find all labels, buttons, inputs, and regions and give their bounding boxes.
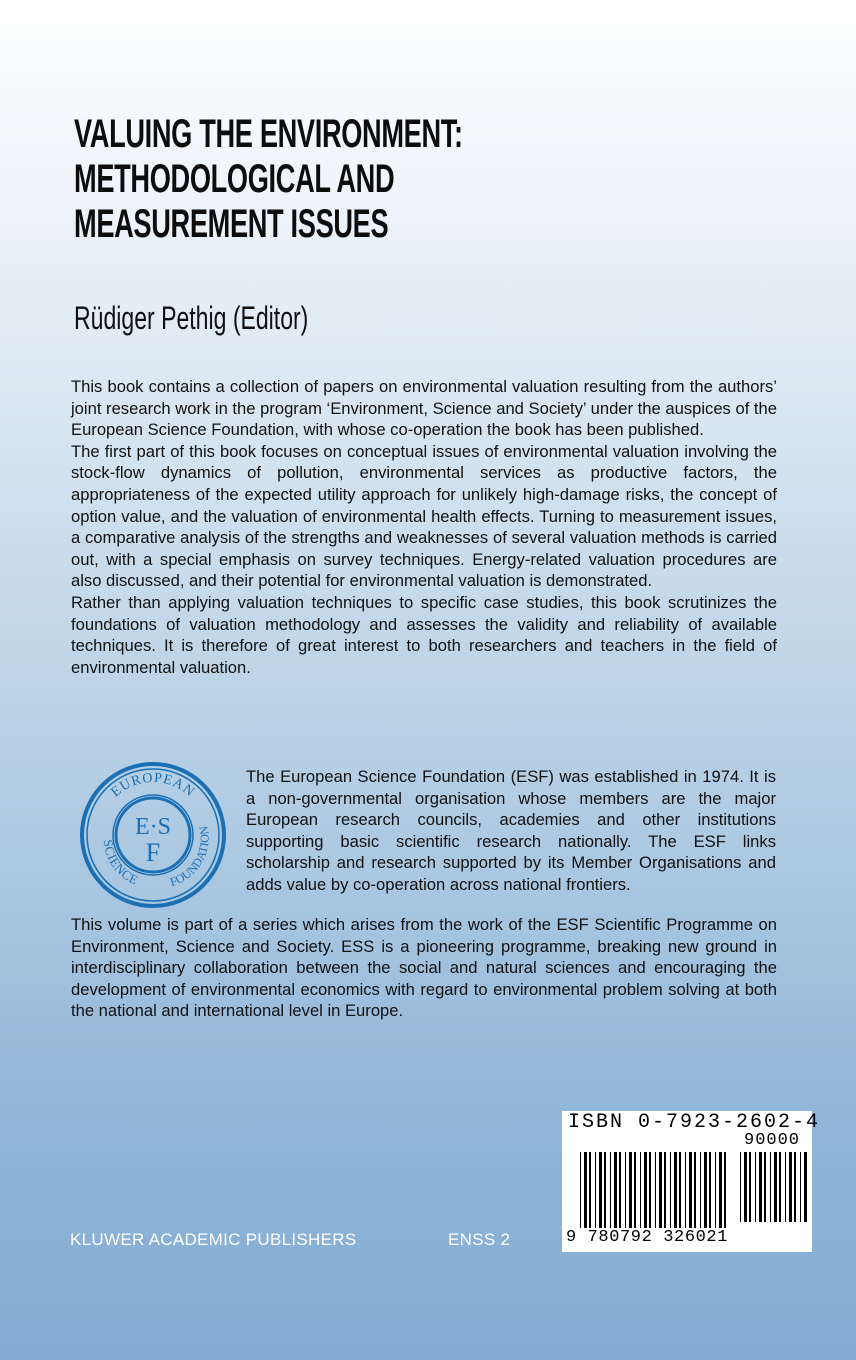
barcode-bar (749, 1152, 751, 1222)
description-paragraph-3: Rather than applying valuation techniques to specific case studies, this book scrutinizes the foundations of valuation methodology and assesses the validity and reliability of available techniques. It is therefore of great interest to both researchers and teachers in the field of environmental valuation. (71, 592, 777, 677)
barcode-bar (774, 1152, 777, 1222)
barcode-bar (794, 1152, 796, 1222)
barcode-bar (619, 1152, 621, 1230)
barcode-bar (655, 1152, 656, 1240)
barcode-bar (670, 1152, 671, 1230)
barcode-bar (755, 1152, 756, 1222)
barcode-bar (664, 1152, 666, 1230)
barcode-bar (584, 1152, 587, 1230)
barcode-bar (724, 1152, 726, 1240)
editor-name: Rüdiger Pethig (Editor) (74, 300, 309, 336)
description-block (71, 376, 777, 678)
barcode-bar (719, 1152, 722, 1230)
barcode-bar (694, 1152, 696, 1230)
barcode-bar (659, 1152, 662, 1230)
barcode-bar (785, 1152, 786, 1222)
series-code: ENSS 2 (448, 1230, 511, 1249)
description-paragraph-2: The first part of this book focuses on conceptual issues of environmental valuation involving the stock-flow dynamics of pollution, environmental services as productive factors, the appropriateness of the expected utility approach for unlikely high-damage risks, the concept of option value, and the valuation of environmental health effects. Turning to measurement issues, a comparative analysis of the strengths and weaknesses of several valuation methods is carried out, with a special emphasis on survey techniques. Energy-related valuation procedures are also discussed, and their potential for environmental valuation is demonstrated. (71, 441, 777, 591)
barcode-bar (779, 1152, 781, 1222)
barcode-bar (764, 1152, 766, 1222)
title-line-1: VALUING THE ENVIRONMENT: (74, 112, 463, 156)
barcode-bar (625, 1152, 626, 1230)
book-title (74, 112, 463, 247)
barcode-bar (599, 1152, 602, 1230)
barcode-bar (629, 1152, 632, 1230)
barcode-number: 9 780792 326021 (566, 1228, 729, 1247)
title-line-2: METHODOLOGICAL AND (74, 157, 395, 201)
barcode-bar (689, 1152, 692, 1230)
price-code: 90000 (744, 1131, 801, 1150)
barcode-bar (580, 1152, 581, 1240)
logo-ring-left: SCIENCE (100, 838, 141, 888)
logo-center-bottom: F (145, 838, 161, 867)
isbn-text: ISBN 0-7923-2602-4 (568, 1111, 821, 1134)
barcode-bar (674, 1152, 677, 1230)
esf-logo (78, 760, 228, 910)
barcode-bar (644, 1152, 647, 1230)
description-paragraph-1: This book contains a collection of papers on environmental valuation resulting from the authors’ joint research work in the program ‘Environment, Science and Society’ under the auspices of the European Science Foundation, with whose co-operation the book has been published. (71, 377, 777, 440)
barcode-bar (604, 1152, 606, 1230)
barcode-main (580, 1152, 730, 1240)
barcode-bar (709, 1152, 711, 1230)
barcode-bar (800, 1152, 801, 1222)
barcode-bar (804, 1152, 807, 1222)
series-description: This volume is part of a series which arises from the work of the ESF Scientific Programme on Environment, Science and Society. ESS is a pioneering programme, breaking new ground in interdisciplinary collaboration between the social and natural sciences and encouraging the development of environmental economics with regard to environmental problem solving at both the national and international level in Europe. (71, 915, 777, 1021)
barcode-bar (715, 1152, 716, 1230)
barcode-addon (740, 1152, 808, 1222)
barcode-bar (700, 1152, 701, 1230)
barcode-bar (770, 1152, 771, 1222)
barcode-bar (595, 1152, 596, 1230)
svg-text:EUROPEAN (109, 771, 198, 801)
svg-text:SCIENCE (101, 839, 141, 888)
logo-ring-top: EUROPEAN (108, 770, 198, 801)
barcode-bar (789, 1152, 792, 1222)
barcode-bar (614, 1152, 617, 1230)
publisher-name: KLUWER ACADEMIC PUBLISHERS (70, 1230, 357, 1249)
barcode-bar (744, 1152, 747, 1222)
barcode-bar (649, 1152, 651, 1230)
barcode-bar (685, 1152, 686, 1230)
barcode-bar (634, 1152, 636, 1230)
barcode-bar (610, 1152, 611, 1230)
barcode-bar (589, 1152, 591, 1230)
barcode-bar (740, 1152, 741, 1222)
barcode-bar (640, 1152, 641, 1230)
barcode-bar (759, 1152, 762, 1222)
logo-ring-right: FOUNDATION (168, 825, 212, 890)
esf-description: The European Science Foundation (ESF) was established in 1974. It is a non-governmental organisation whose members are the major European research councils, academies and other institutions supporting basic scientific research nationally. The ESF links scholarship and research supported by its Member Organisations and adds value by co-operation across national frontiers. (246, 767, 776, 894)
logo-center-top: E·S (135, 814, 171, 840)
barcode-bar (704, 1152, 707, 1230)
title-line-3: MEASUREMENT ISSUES (74, 202, 389, 246)
barcode-bar (679, 1152, 681, 1230)
